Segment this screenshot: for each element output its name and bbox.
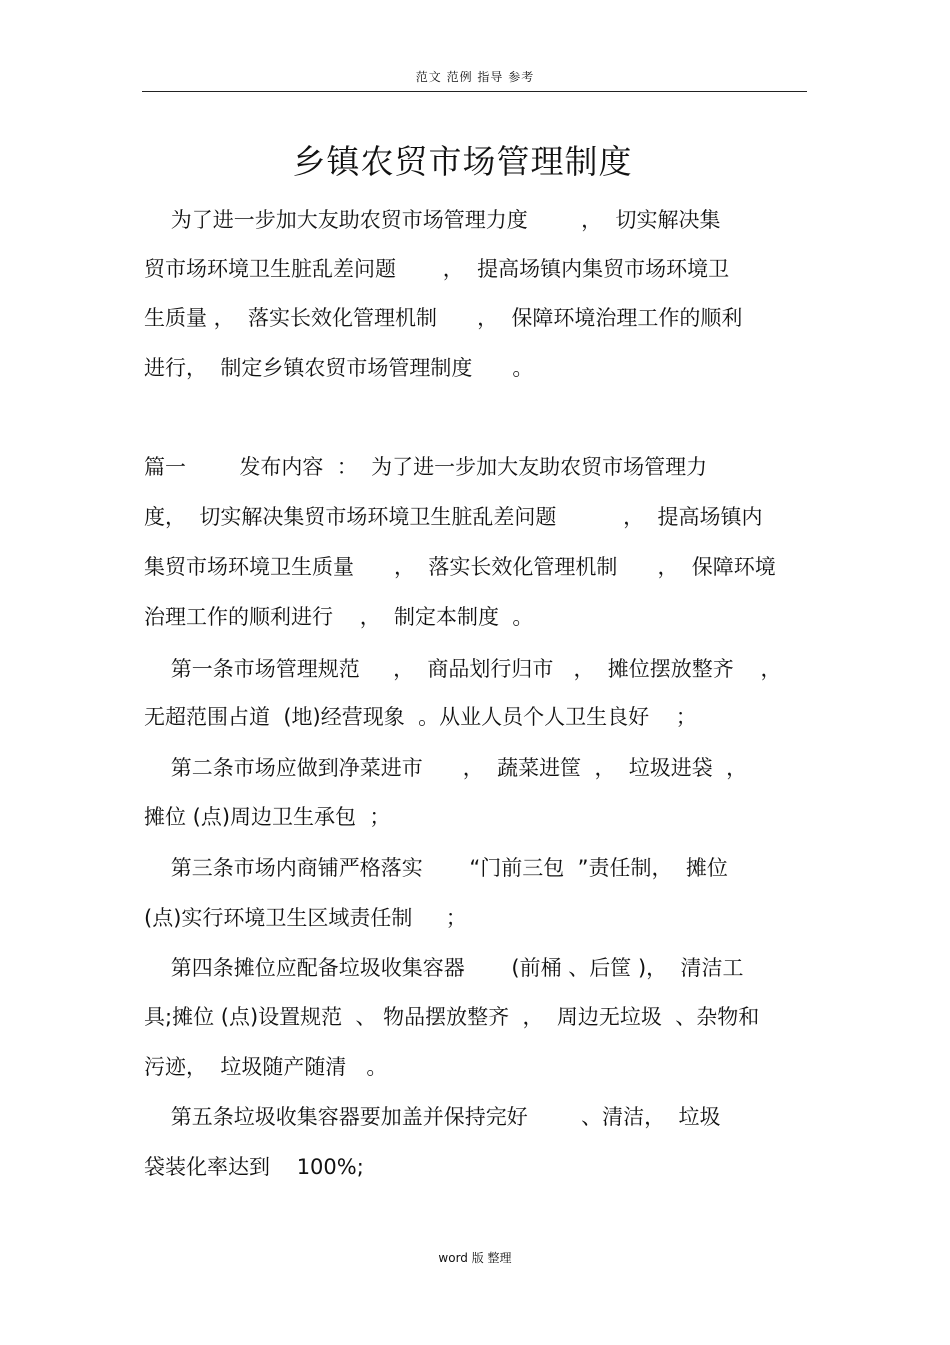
- page-footer-text: word 版 整理: [438, 1251, 512, 1265]
- section-line: 篇一 发布内容 ： 为了进一步加大友助农贸市场管理力: [144, 455, 708, 479]
- header-divider: [142, 91, 807, 92]
- article-line: (点)实行环境卫生区域责任制 ；: [144, 906, 467, 930]
- section-line: 治理工作的顺利进行 ， 制定本制度 。: [144, 605, 534, 629]
- article-line: 第三条市场内商铺严格落实 “门前三包 ”责任制， 摊位: [144, 856, 728, 880]
- article-line: 第四条摊位应配备垃圾收集容器 (前桶 、后筐 )， 清洁工: [144, 956, 744, 980]
- section-line: 度， 切实解决集贸市场环境卫生脏乱差问题 ， 提高场镇内: [144, 505, 763, 529]
- intro-line: 贸市场环境卫生脏乱差问题 ， 提高场镇内集贸市场环境卫: [144, 257, 730, 281]
- page-header-text: 范文 范例 指导 参考: [415, 70, 535, 84]
- article-line: 第一条市场管理规范 ， 商品划行归市 ， 摊位摆放整齐 ，: [144, 657, 782, 681]
- article-line: 摊位 (点)周边卫生承包 ；: [144, 805, 391, 829]
- article-line: 第二条市场应做到净菜进市 ， 蔬菜进筐 ， 垃圾进袋 ，: [144, 756, 748, 780]
- intro-line: 进行， 制定乡镇农贸市场管理制度 。: [144, 356, 534, 380]
- section-line: 集贸市场环境卫生质量 ， 落实长效化管理机制 ， 保障环境: [144, 555, 776, 579]
- article-line: 无超范围占道 (地)经营现象 。从业人员个人卫生良好 ；: [144, 705, 697, 729]
- article-line: 污迹， 垃圾随产随清 。: [144, 1055, 388, 1079]
- article-line: 袋装化率达到 100%;: [144, 1155, 364, 1179]
- intro-line: 为了进一步加大友助农贸市场管理力度 ， 切实解决集: [144, 208, 721, 232]
- article-line: 第五条垃圾收集容器要加盖并保持完好 、清洁， 垃圾: [144, 1105, 721, 1129]
- article-line: 具;摊位 (点)设置规范 、 物品摆放整齐 ， 周边无垃圾 、杂物和: [144, 1005, 760, 1029]
- document-title: 乡镇农贸市场管理制度: [292, 142, 633, 181]
- intro-line: 生质量 ， 落实长效化管理机制 ， 保障环境治理工作的顺利: [144, 306, 743, 330]
